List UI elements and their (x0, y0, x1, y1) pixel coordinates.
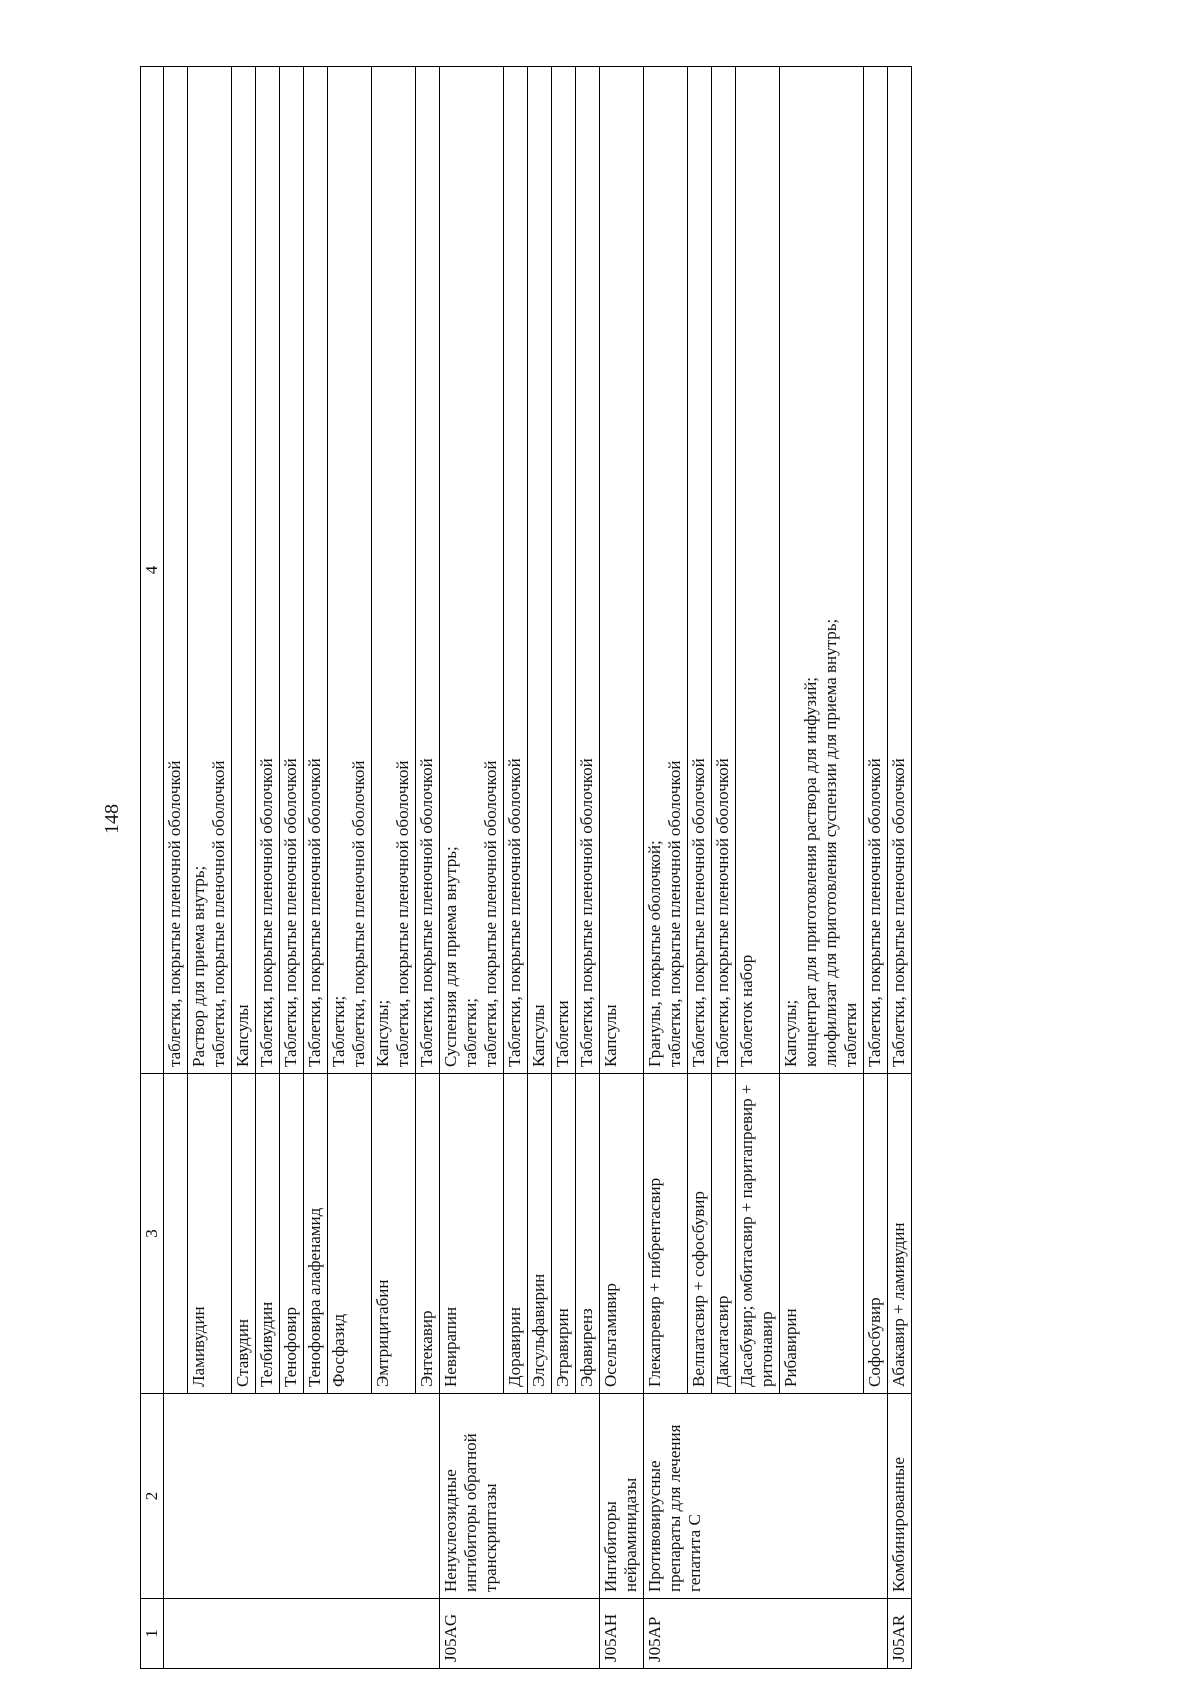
substance-cell: Элсульфавирин (528, 1074, 552, 1394)
dosage-form-cell: Таблетки, покрытые пленочной оболочкой (280, 67, 304, 1074)
column-header-1: 1 (141, 1599, 164, 1669)
dosage-form-cell: Таблетки, покрытые пленочной оболочкой (712, 67, 736, 1074)
dosage-form-cell: Капсулы; таблетки, покрытые пленочной оболочкой (372, 67, 416, 1074)
dosage-form-cell: Таблетки; таблетки, покрытые пленочной оболочкой (328, 67, 372, 1074)
atc-code-cell: J05AR (888, 1599, 912, 1669)
table-row (600, 67, 644, 1669)
dosage-form-cell: Гранулы, покрытые оболочкой; таблетки, покрытые пленочной оболочкой (644, 67, 688, 1074)
dosage-form-cell: Таблетки, покрытые пленочной оболочкой (888, 67, 912, 1074)
column-header-3: 3 (141, 1074, 164, 1394)
dosage-form-cell: Капсулы; концентрат для приготовления раствора для инфузий; лиофилизат для приготовления суспензии для приема внутрь; таблетки (780, 67, 864, 1074)
substance-cell: Фосфазид (328, 1074, 372, 1394)
table-row (440, 67, 504, 1669)
atc-code-cell: J05AH (600, 1599, 644, 1669)
table-header-row (141, 67, 164, 1669)
dosage-form-cell: Таблетки, покрытые пленочной оболочкой (504, 67, 528, 1074)
atc-group-cell: Ненуклеозидные ингибиторы обратной транскриптазы (440, 1394, 600, 1599)
dosage-form-cell: Таблетки, покрытые пленочной оболочкой (416, 67, 440, 1074)
dosage-form-cell: Капсулы (232, 67, 256, 1074)
substance-cell: Глекапревир + пибрентасвир (644, 1074, 688, 1394)
substance-cell (164, 1074, 188, 1394)
dosage-form-cell: Суспензия для приема внутрь; таблетки; таблетки, покрытые пленочной оболочкой (440, 67, 504, 1074)
dosage-form-cell: Капсулы (600, 67, 644, 1074)
substance-cell: Этравирин (552, 1074, 576, 1394)
table-row (644, 67, 688, 1669)
substance-cell: Доравирин (504, 1074, 528, 1394)
substance-cell: Тенофовир (280, 1074, 304, 1394)
dosage-form-cell: Таблетки, покрытые пленочной оболочкой (304, 67, 328, 1074)
dosage-form-cell: Таблетки, покрытые пленочной оболочкой (864, 67, 888, 1074)
substance-cell: Тенофовира алафенамид (304, 1074, 328, 1394)
substance-cell: Ламивудин (188, 1074, 232, 1394)
atc-group-cell: Ингибиторы нейраминидазы (600, 1394, 644, 1599)
substance-cell: Эфавиренз (576, 1074, 600, 1394)
atc-group-cell: Комбинированные (888, 1394, 912, 1599)
dosage-form-cell: Таблетки, покрытые пленочной оболочкой (576, 67, 600, 1074)
substance-cell: Осельтамивир (600, 1074, 644, 1394)
table-body (164, 67, 912, 1669)
dosage-form-cell: Таблетки, покрытые пленочной оболочкой (256, 67, 280, 1074)
substance-cell: Ставудин (232, 1074, 256, 1394)
column-header-4: 4 (141, 67, 164, 1074)
substance-cell: Дасабувир; омбитасвир + паритапревир + ритонавир (736, 1074, 780, 1394)
substance-cell: Велпатасвир + софосбувир (688, 1074, 712, 1394)
rotated-table-container (140, 66, 1200, 1669)
dosage-form-cell: Капсулы (528, 67, 552, 1074)
column-header-2: 2 (141, 1394, 164, 1599)
substance-cell: Софосбувир (864, 1074, 888, 1394)
dosage-form-cell: Таблеток набор (736, 67, 780, 1074)
page-number: 148 (101, 804, 123, 834)
table-row (888, 67, 912, 1669)
substance-cell: Энтекавир (416, 1074, 440, 1394)
table-row (164, 67, 188, 1669)
atc-code-cell: J05AP (644, 1599, 888, 1669)
atc-group-cell (164, 1394, 440, 1599)
atc-code-cell: J05AG (440, 1599, 600, 1669)
substance-cell: Эмтрицитабин (372, 1074, 416, 1394)
atc-group-cell: Противовирусные препараты для лечения гепатита С (644, 1394, 888, 1599)
substance-cell: Невирапин (440, 1074, 504, 1394)
substance-cell: Телбивудин (256, 1074, 280, 1394)
dosage-form-cell: Раствор для приема внутрь; таблетки, покрытые пленочной оболочкой (188, 67, 232, 1074)
dosage-form-cell: таблетки, покрытые пленочной оболочкой (164, 67, 188, 1074)
dosage-form-cell: Таблетки (552, 67, 576, 1074)
drug-table (140, 66, 912, 1669)
substance-cell: Абакавир + ламивудин (888, 1074, 912, 1394)
substance-cell: Даклатасвир (712, 1074, 736, 1394)
atc-code-cell (164, 1599, 440, 1669)
dosage-form-cell: Таблетки, покрытые пленочной оболочкой (688, 67, 712, 1074)
substance-cell: Рибавирин (780, 1074, 864, 1394)
